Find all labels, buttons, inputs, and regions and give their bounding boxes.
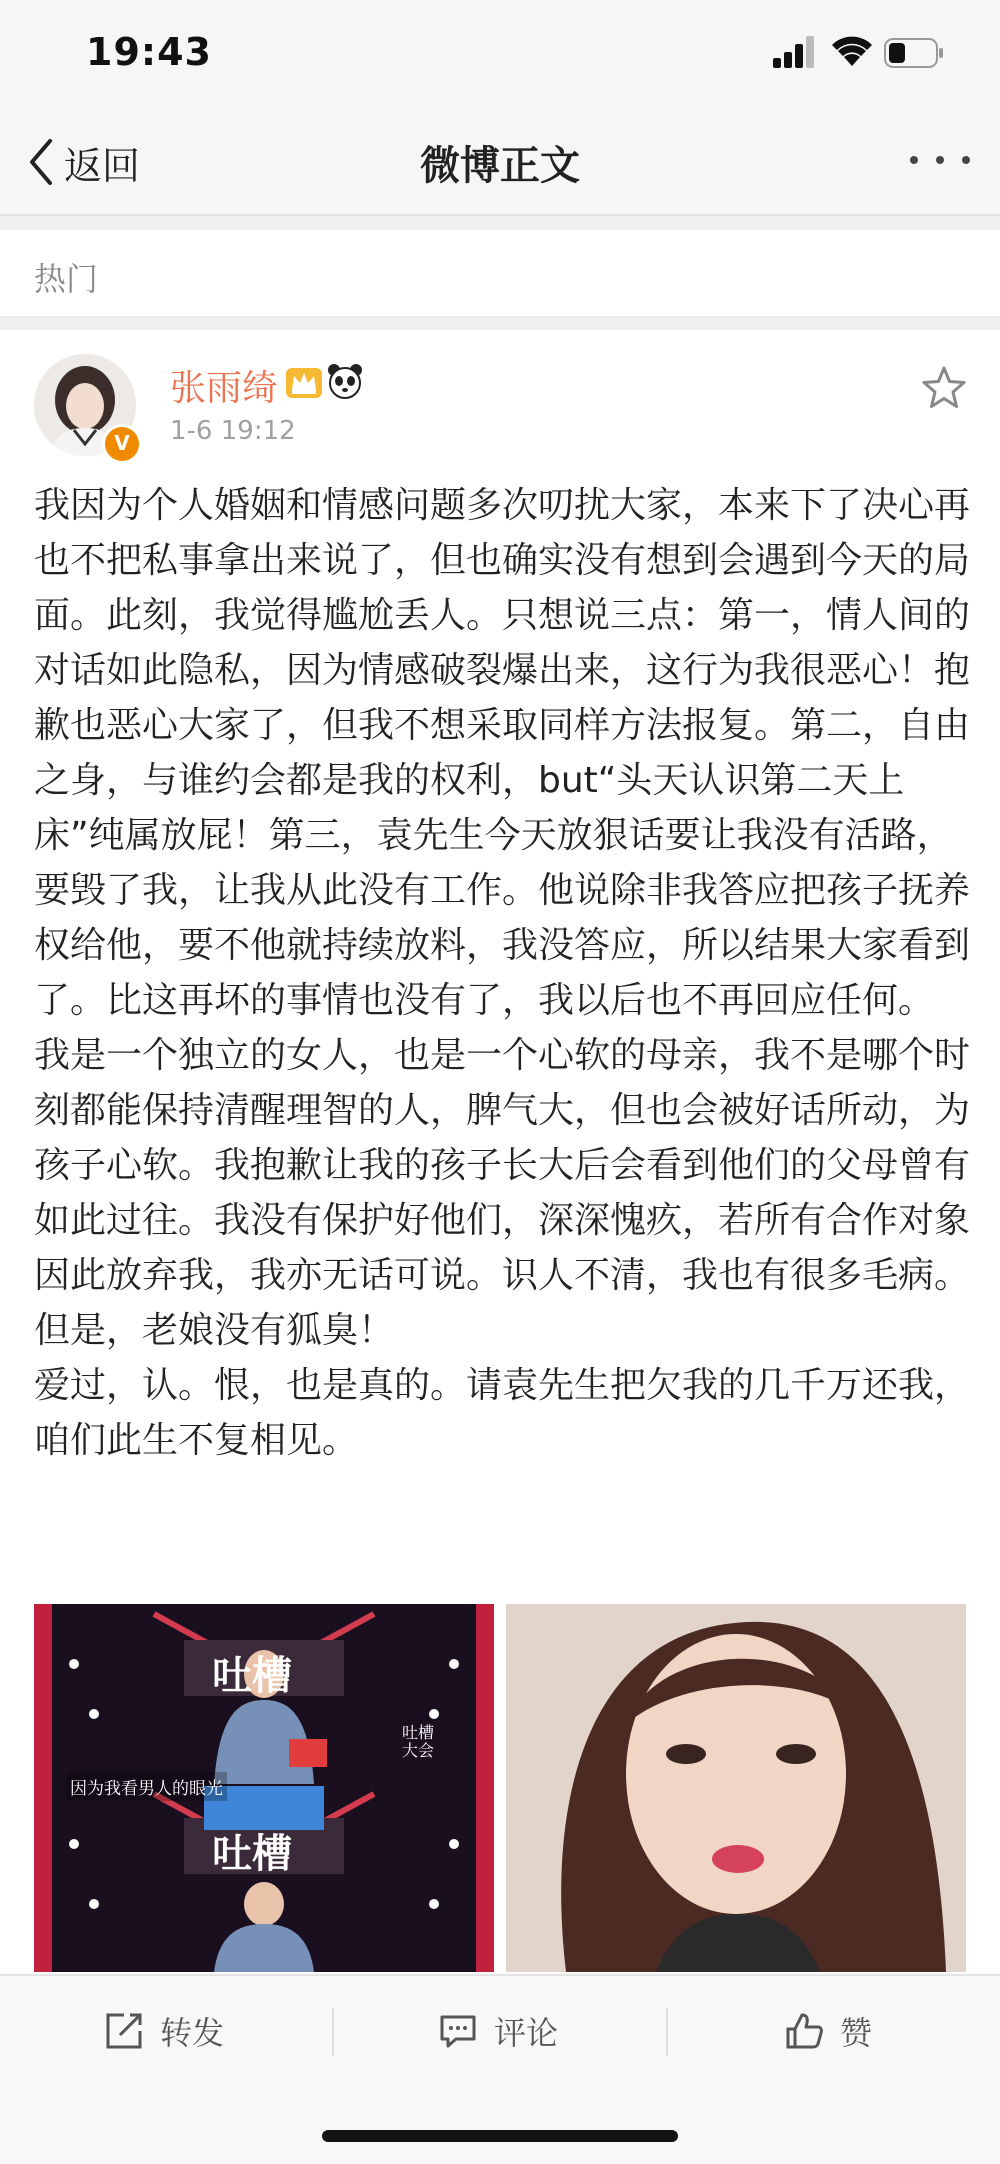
nav-bar: [0, 110, 1000, 216]
post-paragraph: 我是一个独立的女人，也是一个心软的母亲，我不是哪个时刻都能保持清醒理智的人，脾气大，但也会被好话所动，为孩子心软。我抱歉让我的孩子长大后会看到他们的父母曾有如此过往。我没有保护好他们，深深愧疚，若所有合作对象因此放弃我，我亦无话可说。识人不清，我也有很多毛病。但是，老娘没有狐臭！: [34, 1035, 971, 1351]
crown-icon: [284, 362, 324, 400]
section-label: 热门: [34, 260, 99, 298]
repost-button[interactable]: [104, 1976, 224, 2086]
battery-icon: [884, 38, 946, 68]
comment-button[interactable]: [438, 1976, 558, 2086]
repost-icon: [104, 2011, 144, 2051]
section-header: [0, 230, 1000, 318]
verified-badge: V: [102, 424, 142, 464]
comment-icon: [438, 2011, 478, 2051]
signal-icon: [773, 36, 817, 68]
divider: [0, 216, 1000, 230]
show-logo-text: 吐槽: [212, 1831, 292, 1877]
repost-label: 转发: [160, 2014, 225, 2052]
post-timestamp: 1-6 19:12: [170, 416, 296, 446]
back-label: 返回: [64, 143, 141, 188]
action-bar: [0, 1974, 1000, 2086]
post-paragraph: 爱过，认。恨，也是真的。请袁先生把欠我的几千万还我，咱们此生不复相见。: [34, 1365, 971, 1461]
post-image[interactable]: [506, 1604, 966, 1972]
more-icon[interactable]: [908, 150, 972, 170]
star-icon[interactable]: [920, 364, 968, 412]
like-icon: [784, 2011, 824, 2051]
show-side-text: 吐槽大会: [402, 1723, 435, 1760]
post-body: [34, 478, 974, 1468]
panda-icon: [326, 362, 364, 400]
divider: [0, 318, 1000, 330]
divider: [666, 2008, 668, 2056]
post-image[interactable]: [34, 1604, 494, 1972]
wifi-icon: [830, 34, 874, 68]
status-bar: [0, 0, 1000, 110]
like-label: 赞: [840, 2014, 873, 2052]
comment-label: 评论: [494, 2014, 559, 2052]
like-button[interactable]: [784, 1976, 872, 2086]
author-name[interactable]: 张雨绮: [170, 368, 279, 409]
post-paragraph: 我因为个人婚姻和情感问题多次叨扰大家，本来下了决心再也不把私事拿出来说了，但也确实没有想到会遇到今天的局面。此刻，我觉得尴尬丢人。只想说三点：第一，情人间的对话如此隐私，因为情感破裂爆出来，这行为我很恶心！抱歉也恶心大家了，但我不想采取同样方法报复。第二，自由之身，与谁约会都是我的权利，but“头天认识第二天上床”纯属放屁！第三，袁先生今天放狠话要让我没有活路，要毁了我，让我从此没有工作。他说除非我答应把孩子抚养权给他，要不他就持续放料，我没答应，所以结果大家看到了。比这再坏的事情也没有了，我以后也不再回应任何。: [34, 485, 971, 1021]
divider: [332, 2008, 334, 2056]
status-time: 19:43: [86, 30, 212, 74]
image-caption: 因为我看男人的眼光: [66, 1772, 227, 1801]
bottom-area: [0, 2084, 1000, 2164]
show-logo-text: 吐槽: [212, 1653, 292, 1699]
portrait-photo: [506, 1604, 966, 1972]
home-indicator[interactable]: [322, 2130, 678, 2142]
page-title: 微博正文: [420, 143, 580, 189]
